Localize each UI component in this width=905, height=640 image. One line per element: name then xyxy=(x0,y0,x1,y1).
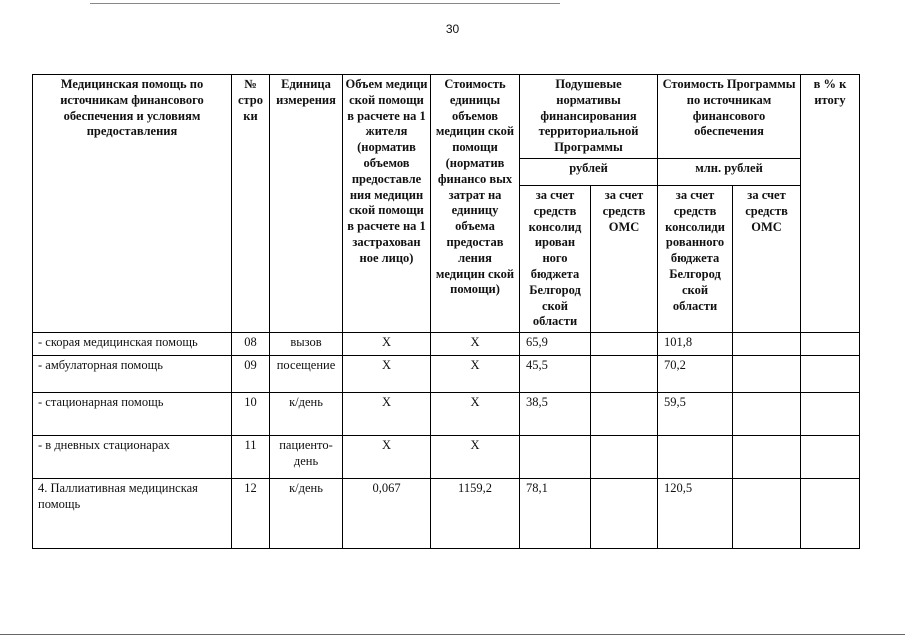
row-number: 08 xyxy=(232,333,270,356)
row-program-oms xyxy=(733,356,801,393)
row-care-type: - амбулаторная помощь xyxy=(33,356,232,393)
row-per-capita-budget: 45,5 xyxy=(520,356,591,393)
row-program-oms xyxy=(733,333,801,356)
row-unit-cost: X xyxy=(431,436,520,479)
header-mln-rubles: млн. рублей xyxy=(658,158,801,185)
row-care-type: - в дневных стационарах xyxy=(33,436,232,479)
row-volume: X xyxy=(343,333,431,356)
row-program-budget: 120,5 xyxy=(658,479,733,549)
row-volume: X xyxy=(343,436,431,479)
header-percent-total: в % к итогу xyxy=(801,75,860,333)
page-number: 30 xyxy=(445,22,460,36)
row-number: 12 xyxy=(232,479,270,549)
row-per-capita-oms xyxy=(591,479,658,549)
row-unit-cost: X xyxy=(431,393,520,436)
header-volume: Объем медици ской помощи в расчете на 1 жителя (норматив объемов предоставле ния медицин ской помощи в расчете на 1 застрахован ное лицо) xyxy=(343,75,431,333)
header-unit: Единица измерения xyxy=(270,75,343,333)
row-unit: пациенто-день xyxy=(270,436,343,479)
table-row xyxy=(33,356,860,393)
financing-table xyxy=(32,74,860,549)
row-program-budget: 101,8 xyxy=(658,333,733,356)
row-percent xyxy=(801,393,860,436)
header-row-1 xyxy=(33,75,860,159)
row-unit: к/день xyxy=(270,393,343,436)
header-rubles: рублей xyxy=(520,158,658,185)
row-number: 09 xyxy=(232,356,270,393)
row-unit: вызов xyxy=(270,333,343,356)
row-unit-cost: X xyxy=(431,333,520,356)
row-volume: X xyxy=(343,356,431,393)
row-percent xyxy=(801,436,860,479)
header-care-type: Медицинская помощь по источникам финансового обеспечения и условиям предоставления xyxy=(33,75,232,333)
row-unit: посещение xyxy=(270,356,343,393)
header-consolidated-budget-rubles: за счет средств консолид ирован ного бюджета Белгород ской области xyxy=(520,185,591,332)
row-per-capita-budget: 65,9 xyxy=(520,333,591,356)
table-row xyxy=(33,393,860,436)
row-per-capita-oms xyxy=(591,436,658,479)
header-unit-cost: Стоимость единицы объемов медицин ской помощи (норматив финансо вых затрат на единицу объема предостав ления медицин ской помощи) xyxy=(431,75,520,333)
row-unit: к/день xyxy=(270,479,343,549)
row-volume: 0,067 xyxy=(343,479,431,549)
row-percent xyxy=(801,356,860,393)
row-care-type: 4. Паллиативная медицинская помощь xyxy=(33,479,232,549)
row-unit-cost: X xyxy=(431,356,520,393)
header-program-cost: Стоимость Программы по источникам финансового обеспечения xyxy=(658,75,801,159)
top-rule xyxy=(90,3,560,4)
row-program-oms xyxy=(733,479,801,549)
row-per-capita-budget xyxy=(520,436,591,479)
row-per-capita-budget: 78,1 xyxy=(520,479,591,549)
row-per-capita-oms xyxy=(591,393,658,436)
row-care-type: - стационарная помощь xyxy=(33,393,232,436)
row-percent xyxy=(801,333,860,356)
bottom-rule xyxy=(0,634,905,635)
row-volume: X xyxy=(343,393,431,436)
header-oms-mln: за счет средств ОМС xyxy=(733,185,801,332)
row-number: 11 xyxy=(232,436,270,479)
table-row xyxy=(33,436,860,479)
row-per-capita-oms xyxy=(591,333,658,356)
table-row xyxy=(33,333,860,356)
row-per-capita-budget: 38,5 xyxy=(520,393,591,436)
row-program-budget xyxy=(658,436,733,479)
header-row-number: № стро ки xyxy=(232,75,270,333)
header-per-capita: Подушевые нормативы финансирования территориальной Программы xyxy=(520,75,658,159)
row-program-budget: 70,2 xyxy=(658,356,733,393)
row-percent xyxy=(801,479,860,549)
row-per-capita-oms xyxy=(591,356,658,393)
table-row xyxy=(33,479,860,549)
row-care-type: - скорая медицинская помощь xyxy=(33,333,232,356)
row-unit-cost: 1159,2 xyxy=(431,479,520,549)
row-program-budget: 59,5 xyxy=(658,393,733,436)
header-consolidated-budget-mln: за счет средств консолиди рованного бюджета Белгород ской области xyxy=(658,185,733,332)
row-program-oms xyxy=(733,436,801,479)
row-program-oms xyxy=(733,393,801,436)
row-number: 10 xyxy=(232,393,270,436)
header-oms-rubles: за счет средств ОМС xyxy=(591,185,658,332)
